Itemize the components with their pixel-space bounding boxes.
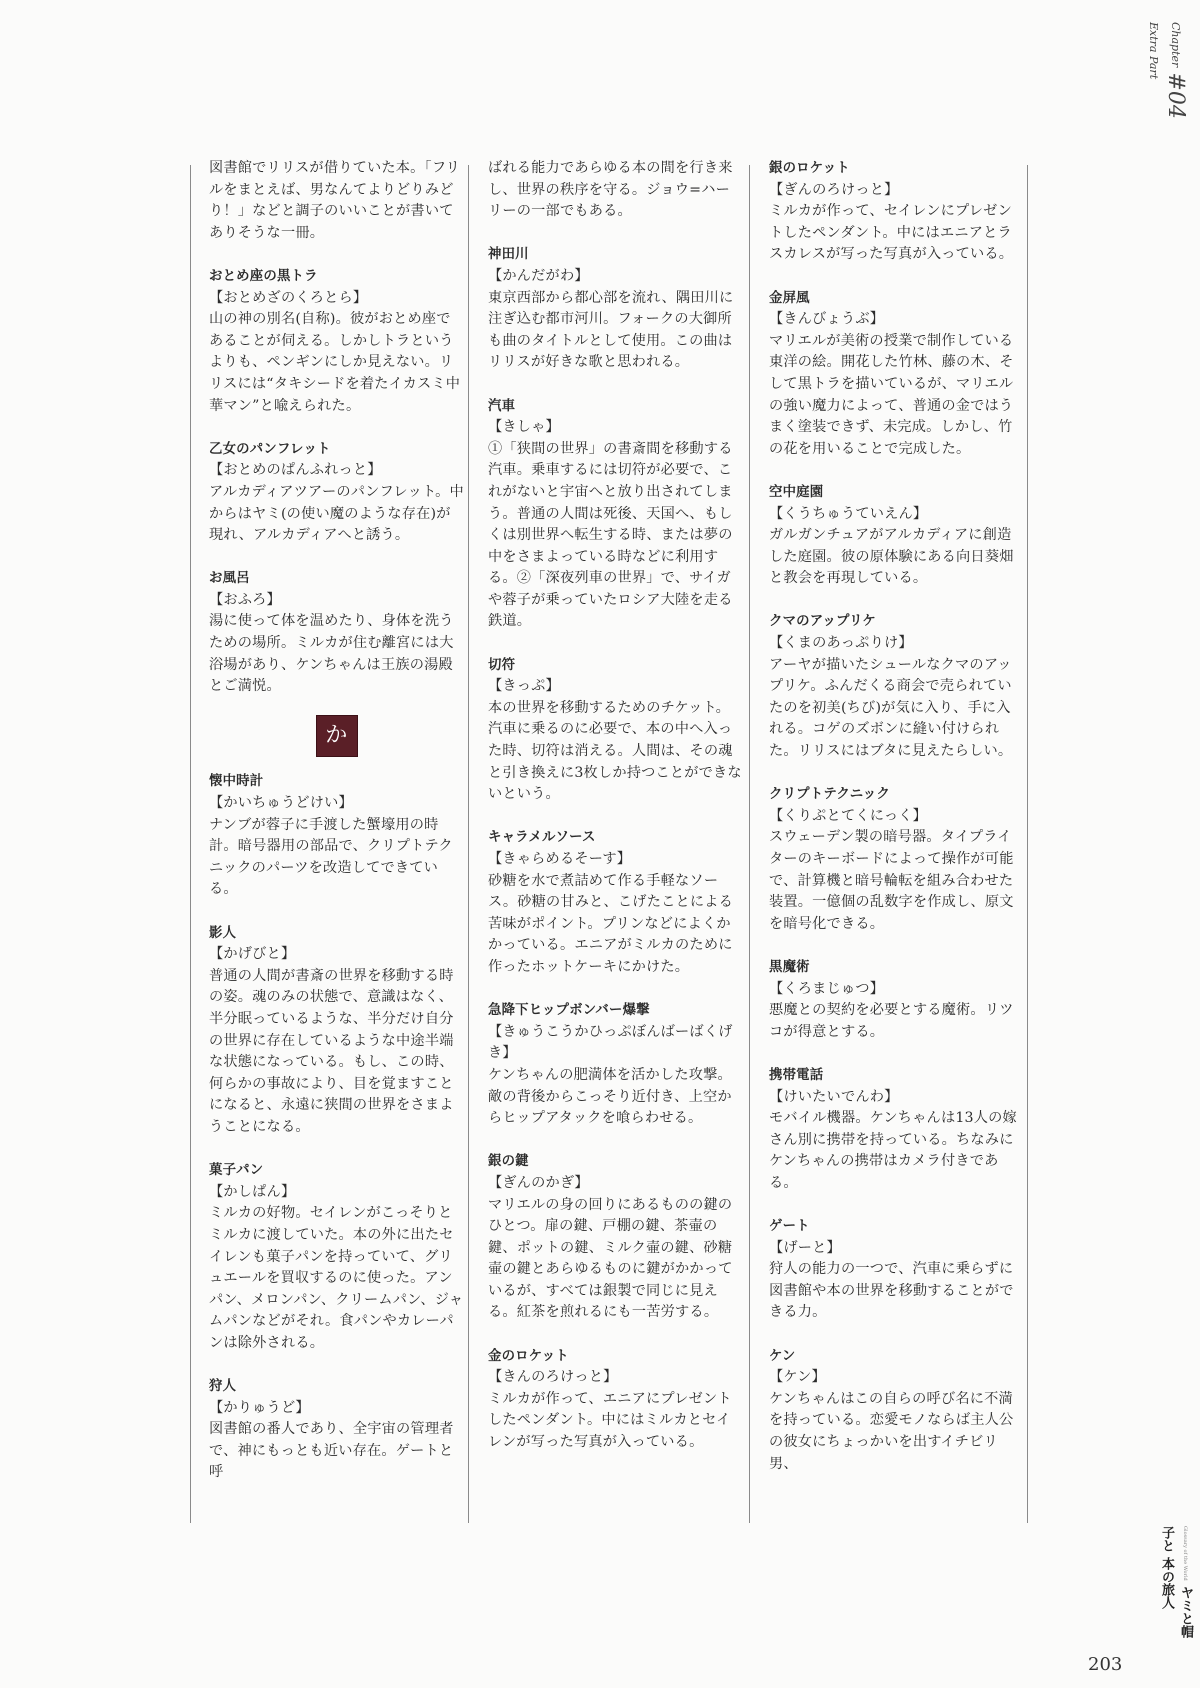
entry-reading: 【かんだがわ】 (488, 267, 589, 284)
entry-description: モバイル機器。ケンちゃんは13人の嫁さん別に携帯を持っている。ちなみにケンちゃんの携帯はカメラ付きである。 (769, 1110, 1017, 1191)
entry-description: ミルカが作って、エニアにプレゼントしたペンダント。中にはミルカとセイレンが写った写真が入っている。 (488, 1390, 732, 1451)
glossary-entry (488, 158, 743, 223)
entry-reading: 【かりゅうど】 (209, 1399, 310, 1416)
entry-term: 金のロケット (488, 1348, 569, 1364)
entry-term: 金屏風 (769, 290, 810, 306)
glossary-entry (769, 1346, 1024, 1476)
entry-term: 乙女のパンフレット (209, 441, 331, 457)
chapter-word: Chapter (1169, 22, 1182, 68)
entry-description: 図書館でリリスが借りていた本。「フリルをまとえば、男なんてよりどりみどり！」などと調子のいいことが書いてありそうな一冊。 (209, 160, 461, 241)
glossary-entry (769, 957, 1024, 1043)
glossary-column-2 (488, 158, 743, 1475)
glossary-entry (769, 784, 1024, 935)
glossary-entry (488, 655, 743, 806)
entry-reading: 【くまのあっぷりけ】 (769, 635, 913, 652)
glossary-column-3 (769, 158, 1024, 1497)
glossary-entry (488, 396, 743, 634)
entry-reading: 【ぎんのろけっと】 (769, 181, 899, 198)
glossary-entry (769, 158, 1024, 266)
entry-description: ケンちゃんはこの自らの呼び名に不満を持っている。恋愛モノならば主人公の彼女にちょっかいを出すイチビリ男、 (769, 1390, 1014, 1472)
chapter-label (1147, 22, 1188, 142)
entry-term: 神田川 (488, 247, 529, 263)
entry-description: 図書館の番人であり、全宇宙の管理者で、神にもっとも近い存在。ゲートと呼 (209, 1421, 454, 1481)
page-number: 203 (1088, 1654, 1123, 1675)
entry-reading: 【けいたいでんわ】 (769, 1088, 899, 1105)
entry-description: 普通の人間が書斎の世界を移動する時の姿。魂のみの状態で、意識はなく、半分眠っているような、半分だけ自分の世界に存在しているような中途半端な状態になっている。もし、この時、何らかの事故により、目を覚ますことになると、永遠に狭間の世界をさまようことになる。 (209, 967, 454, 1135)
entry-term: ゲート (769, 1219, 810, 1235)
glossary-entry (209, 568, 464, 698)
entry-reading: 【きゅうこうかひっぷぼんばーばくげき】 (488, 1023, 733, 1062)
entry-term: お風呂 (209, 571, 250, 587)
entry-term: 狩人 (209, 1379, 237, 1395)
entry-term: 汽車 (488, 398, 516, 414)
entry-description: ①「狭間の世界」の書斎間を移動する汽車。乗車するには切符が必要で、これがないと宇宙へと放り出されてしまう。普通の人間は死後、天国へ、もしくは別世界へ転生する時、または夢の中をさまよっている時などに利用する。②「深夜列車の世界」で、サイガや蓉子が乗っていたロシア大陸を走る鉄道。 (488, 440, 733, 630)
entry-reading: 【ぎんのかぎ】 (488, 1174, 589, 1191)
glossary-entry (769, 482, 1024, 590)
entry-reading: 【おとめざのくろとら】 (209, 289, 368, 306)
entry-reading: 【くうちゅうていえん】 (769, 505, 928, 522)
entry-term: 銀のロケット (769, 161, 850, 176)
book-title-small: Glossary of the World (1182, 1526, 1188, 1581)
entry-reading: 【かしぱん】 (209, 1183, 296, 1200)
glossary-entry (209, 771, 464, 901)
chapter-sub: Extra Part (1147, 22, 1160, 80)
entry-description: 東京西部から都心部を流れ、隅田川に注ぎ込む都市河川。フォークの大御所も曲のタイトルとして使用。この曲はリリスが好きな歌と思われる。 (488, 289, 734, 371)
entry-term: 携帯電話 (769, 1067, 824, 1083)
section-kana-label: か (316, 715, 358, 757)
entry-reading: 【くろまじゅつ】 (769, 980, 885, 997)
entry-term: 急降下ヒップボンバー爆撃 (488, 1003, 650, 1019)
entry-reading: 【ケン】 (769, 1369, 826, 1386)
glossary-entry (209, 923, 464, 1139)
entry-term: 菓子パン (209, 1163, 264, 1179)
entry-term: 黒魔術 (769, 959, 810, 975)
column-divider (190, 165, 191, 1523)
entry-description: ケンちゃんの肥満体を活かした攻撃。敵の背後からこっそり近付き、上空からヒップアタックを喰らわせる。 (488, 1066, 732, 1127)
entry-term: 空中庭園 (769, 484, 824, 500)
entry-description: 悪魔との契約を必要とする魔術。リツコが得意とする。 (769, 1002, 1014, 1040)
entry-description: マリエルが美術の授業で制作している東洋の絵。開花した竹林、藤の木、そして黒トラを描いているが、マリエルの強い魔力によって、普通の金ではうまく塗装できず、未完成。しかし、竹の花を用いることで完成した。 (769, 332, 1014, 457)
entry-description: 本の世界を移動するためのチケット。汽車に乗るのに必要で、本の中へ入った時、切符は消える。人間は、その魂と引き換えに3枚しか持つことができないという。 (488, 699, 742, 803)
entry-reading: 【おとめのぱんふれっと】 (209, 462, 382, 479)
glossary-entry (209, 158, 464, 244)
entry-description: アルカディアツアーのパンフレット。中からはヤミ(の使い魔のような存在)が現れ、アルカディアへと誘う。 (209, 483, 464, 544)
entry-description: ミルカが作って、セイレンにプレゼントしたペンダント。中にはエニアとラスカレスが写った写真が入っている。 (769, 203, 1014, 263)
entry-description: スウェーデン製の暗号器。タイプライターのキーボードによって操作が可能で、計算機と暗号輪転を組み合わせた装置。一億個の乱数字を作成し、原文を暗号化できる。 (769, 829, 1014, 932)
entry-term: クリプトテクニック (769, 787, 890, 803)
entry-reading: 【おふろ】 (209, 591, 281, 608)
glossary-entry (209, 1376, 464, 1484)
column-divider (468, 165, 469, 1523)
entry-reading: 【きんびょうぶ】 (769, 311, 885, 328)
book-title (1147, 1526, 1195, 1646)
entry-description: アーヤが描いたシュールなクマのアップリケ。ふんだくる商会で売られていたのを初美(ちび)が気に入り、手に入れる。コゲのズボンに縫い付けられた。リリスにはブタに見えたらしい。 (769, 656, 1013, 760)
entry-term: ケン (769, 1348, 796, 1364)
entry-term: 銀の鍵 (488, 1154, 529, 1170)
book-title-line1: ヤミと帽子と (1159, 1526, 1193, 1638)
entry-reading: 【くりぷとてくにっく】 (769, 807, 927, 824)
entry-term: クマのアップリケ (769, 614, 876, 630)
entry-reading: 【げーと】 (769, 1239, 841, 1256)
entry-description: 湯に使って体を温めたり、身体を洗うための場所。ミルカが住む離宮には大浴場があり、ケンちゃんは王族の湯殿とご満悦。 (209, 613, 454, 695)
glossary-entry (209, 266, 464, 417)
glossary-entry (769, 1065, 1024, 1195)
glossary-entry (488, 1151, 743, 1324)
entry-reading: 【かいちゅうどけい】 (209, 795, 353, 812)
glossary-entry (769, 611, 1024, 762)
entry-reading: 【きしゃ】 (488, 419, 560, 436)
glossary-entry (488, 244, 743, 374)
entry-term: 影人 (209, 925, 237, 941)
entry-description: 山の神の別名(自称)。彼がおとめ座であることが伺える。しかしトラというよりも、ペンギンにしか見えない。リリスには“タキシードを着たイカスミ中華マン”と喩えられた。 (209, 311, 461, 414)
column-divider (1027, 165, 1028, 1523)
glossary-entry (769, 1216, 1024, 1324)
entry-term: キャラメルソース (488, 830, 596, 846)
glossary-entry (488, 1000, 743, 1130)
glossary-entry (209, 439, 464, 547)
entry-term: おとめ座の黒トラ (209, 268, 318, 284)
book-title-line2: 本の旅人 (1159, 1557, 1174, 1610)
entry-description: 砂糖を水で煮詰めて作る手軽なソース。砂糖の甘みと、こげたことによる苦味がポイント。プリンなどによくかかっている。エニアがミルカのために作ったホットケーキにかけた。 (488, 872, 734, 975)
entry-term: 切符 (488, 657, 516, 673)
chapter-number: #04 (1163, 72, 1188, 119)
entry-description: ナンブが蓉子に手渡した蟹壕用の時計。暗号器用の部品で、クリプトテクニックのパーツを改造してできている。 (209, 816, 453, 898)
column-divider (749, 165, 750, 1523)
glossary-entry (488, 1346, 743, 1454)
glossary-entry (769, 288, 1024, 461)
section-header (209, 715, 464, 761)
entry-reading: 【きんのろけっと】 (488, 1369, 618, 1386)
glossary-entry (488, 827, 743, 978)
entry-description: マリエルの身の回りにあるものの鍵のひとつ。扉の鍵、戸棚の鍵、茶壷の鍵、ポットの鍵、ミルク壷の鍵、砂糖壷の鍵とあらゆるものに鍵がかかっているが、すべては銀製で同じに見える。紅茶を煎れるにも一苦労する。 (488, 1196, 733, 1321)
entry-reading: 【きっぷ】 (488, 678, 560, 695)
entry-description: ガルガンチュアがアルカディアに創造した庭園。彼の原体験にある向日葵畑と教会を再現している。 (769, 527, 1014, 587)
entry-reading: 【きゃらめるそーす】 (488, 851, 632, 867)
glossary-column-1 (209, 158, 464, 1506)
entry-reading: 【かげびと】 (209, 946, 296, 963)
entry-description: ミルカの好物。セイレンがこっそりとミルカに渡していた。本の外に出たセイレンも菓子パンを持っていて、グリュエールを買収するのに使った。アンパン、メロンパン、クリームパン、ジャムパンなどがそれ。食パンやカレーパンは除外される。 (209, 1205, 464, 1351)
entry-description: ばれる能力であらゆる本の間を行き来し、世界の秩序を守る。ジョウ=ハーリーの一部でもある。 (488, 160, 733, 220)
entry-term: 懐中時計 (209, 774, 264, 790)
glossary-entry (209, 1160, 464, 1354)
entry-description: 狩人の能力の一つで、汽車に乗らずに図書館や本の世界を移動することができる力。 (769, 1261, 1014, 1321)
